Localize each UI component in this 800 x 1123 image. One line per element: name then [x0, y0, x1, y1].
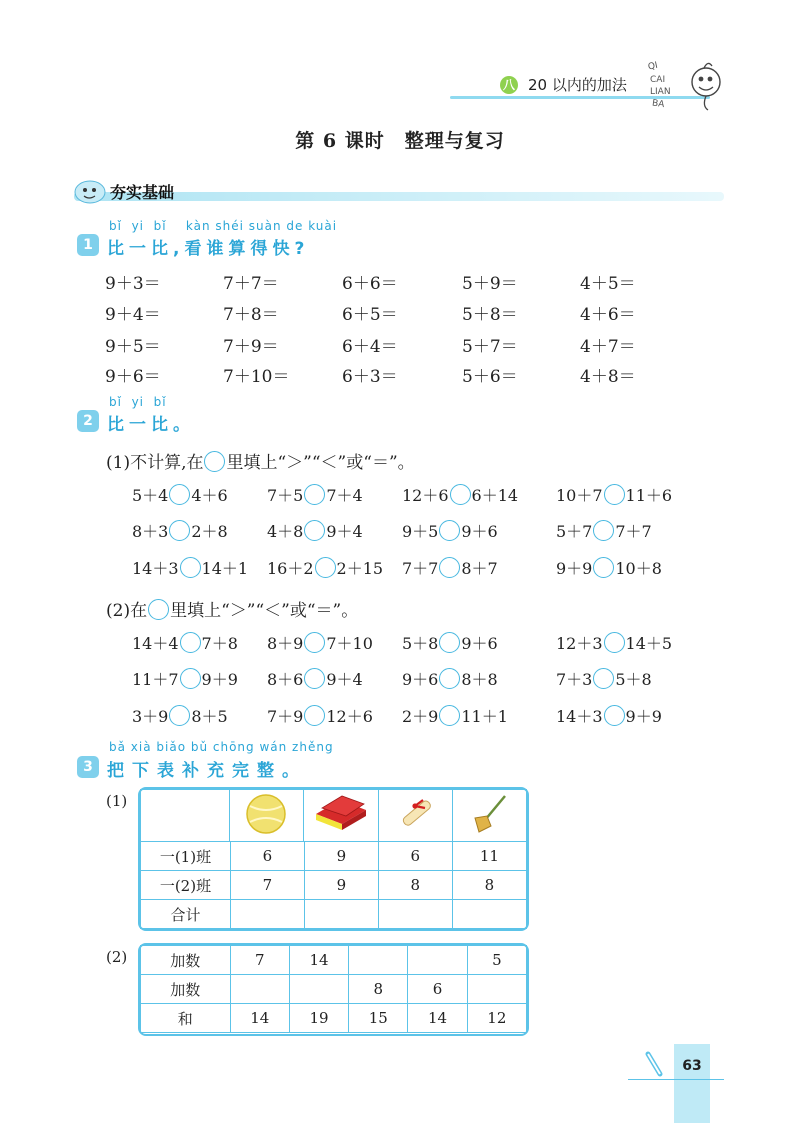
q2-part1-post: 里填上“＞”“＜”或“＝”。 — [226, 453, 415, 473]
q3-pinyin: bǎ xià biǎo bǔ chōng wán zhěng — [109, 740, 334, 754]
right-expression: 7＋7 — [615, 522, 652, 541]
mascot-logo-icon — [646, 56, 726, 112]
q2-pinyin: bǐ yi bǐ — [109, 395, 167, 409]
value-cell: 14 — [289, 946, 348, 975]
row-header-cell: 一(1)班 — [141, 842, 231, 871]
left-expression: 7＋5 — [267, 486, 304, 505]
comparison-item — [132, 483, 228, 506]
q2-number: 2 — [77, 410, 99, 432]
row-header-cell: 一(2)班 — [141, 871, 231, 900]
right-expression: 9＋9 — [201, 670, 238, 689]
table1-corner-cell — [141, 790, 230, 842]
comparison-item — [132, 667, 238, 690]
answer-circle[interactable] — [315, 557, 336, 578]
answer-circle-sample — [204, 451, 225, 472]
right-expression: 10＋8 — [615, 559, 662, 578]
right-expression: 2＋8 — [191, 522, 228, 541]
comparison-item — [556, 519, 652, 542]
value-cell: 8 — [452, 871, 526, 900]
blank-answer-cell[interactable] — [378, 900, 452, 929]
value-cell: 8 — [378, 871, 452, 900]
comparison-item — [132, 556, 248, 579]
comparison-item — [402, 631, 498, 654]
left-expression: 5＋7 — [556, 522, 593, 541]
comparison-item — [267, 483, 363, 506]
left-expression: 7＋9 — [267, 707, 304, 726]
q2-part2-post: 里填上“＞”“＜”或“＝”。 — [170, 601, 359, 621]
unit-badge: 八 — [500, 76, 518, 94]
answer-circle[interactable] — [439, 520, 460, 541]
left-expression: 3＋9 — [132, 707, 169, 726]
left-expression: 8＋3 — [132, 522, 169, 541]
q1-equation: 6＋3＝ — [342, 367, 398, 387]
right-expression: 6＋14 — [471, 486, 519, 505]
svg-text:BA: BA — [651, 98, 665, 111]
value-cell: 7 — [230, 871, 304, 900]
answer-circle[interactable] — [304, 632, 325, 653]
blank-answer-cell[interactable] — [289, 975, 348, 1004]
value-cell: 19 — [289, 1004, 348, 1033]
q1-equation: 7＋8＝ — [223, 305, 279, 325]
value-cell: 14 — [408, 1004, 467, 1033]
svg-text:QI: QI — [647, 60, 659, 73]
value-cell: 15 — [349, 1004, 408, 1033]
comparison-item — [402, 667, 498, 690]
q3-title: 把下表补充完整。 — [107, 761, 307, 781]
row-header-cell: 和 — [141, 1004, 231, 1033]
left-expression: 14＋4 — [132, 634, 179, 653]
blank-answer-cell[interactable] — [408, 946, 467, 975]
left-expression: 8＋9 — [267, 634, 304, 653]
value-cell: 6 — [378, 842, 452, 871]
left-expression: 14＋3 — [556, 707, 603, 726]
value-cell: 5 — [467, 946, 526, 975]
answer-circle[interactable] — [593, 668, 614, 689]
table1-icon-cell — [378, 790, 452, 842]
q1-equation: 9＋4＝ — [105, 305, 161, 325]
q1-equation: 7＋7＝ — [223, 274, 279, 294]
left-expression: 9＋5 — [402, 522, 439, 541]
value-cell: 6 — [408, 975, 467, 1004]
value-cell: 6 — [230, 842, 304, 871]
comparison-item — [132, 704, 228, 727]
value-cell: 11 — [452, 842, 526, 871]
value-cell: 9 — [304, 842, 378, 871]
comparison-item — [556, 667, 652, 690]
right-expression: 14＋5 — [625, 634, 673, 653]
q2-part1-instruction — [106, 448, 415, 473]
table-row — [141, 842, 527, 871]
table2 — [140, 945, 527, 1033]
answer-circle[interactable] — [304, 520, 325, 541]
table1-body — [140, 841, 527, 929]
left-expression: 14＋3 — [132, 559, 179, 578]
answer-circle[interactable] — [169, 484, 190, 505]
comparison-item — [402, 483, 518, 506]
answer-circle[interactable] — [593, 557, 614, 578]
q1-equation: 7＋9＝ — [223, 337, 279, 357]
value-cell: 12 — [467, 1004, 526, 1033]
answer-circle[interactable] — [604, 632, 625, 653]
right-expression: 7＋8 — [201, 634, 238, 653]
comparison-item — [402, 556, 498, 579]
right-expression: 9＋4 — [326, 670, 363, 689]
q1-equation: 6＋4＝ — [342, 337, 398, 357]
page-tab — [674, 1044, 710, 1123]
table-row — [141, 1004, 527, 1033]
table1-icon-row — [141, 790, 527, 842]
left-expression: 7＋7 — [402, 559, 439, 578]
answer-circle[interactable] — [180, 668, 201, 689]
q2-part2-pre: (2)在 — [106, 601, 148, 621]
right-expression: 14＋1 — [201, 559, 249, 578]
right-expression: 8＋8 — [461, 670, 498, 689]
left-expression: 8＋6 — [267, 670, 304, 689]
table-row — [141, 871, 527, 900]
blank-answer-cell[interactable] — [452, 900, 526, 929]
broom-icon — [467, 792, 511, 836]
table1 — [140, 789, 527, 842]
q1-equation: 6＋5＝ — [342, 305, 398, 325]
comparison-item — [132, 519, 228, 542]
right-expression: 4＋6 — [191, 486, 228, 505]
table2-label: (2) — [106, 948, 128, 966]
comparison-item — [402, 519, 498, 542]
blank-answer-cell[interactable] — [349, 946, 408, 975]
books-icon — [312, 794, 370, 834]
right-expression: 9＋4 — [326, 522, 363, 541]
answer-circle[interactable] — [304, 705, 325, 726]
right-expression: 11＋6 — [625, 486, 673, 505]
blank-answer-cell[interactable] — [467, 975, 526, 1004]
value-cell: 9 — [304, 871, 378, 900]
comparison-item — [267, 519, 363, 542]
svg-text:LIAN: LIAN — [650, 87, 671, 97]
left-expression: 16＋2 — [267, 559, 314, 578]
comparison-item — [267, 667, 363, 690]
q1-equation: 9＋3＝ — [105, 274, 161, 294]
left-expression: 9＋9 — [556, 559, 593, 578]
table1-icon-cell — [229, 790, 303, 842]
q2-part1-pre: (1)不计算,在 — [106, 453, 204, 473]
answer-circle[interactable] — [439, 557, 460, 578]
comparison-item — [556, 483, 672, 506]
q1-equation: 4＋5＝ — [580, 274, 636, 294]
row-header-cell: 加数 — [141, 975, 231, 1004]
page-number: 63 — [682, 1058, 702, 1074]
tennis-ball-icon — [244, 792, 288, 836]
left-expression: 7＋3 — [556, 670, 593, 689]
right-expression: 9＋9 — [625, 707, 662, 726]
q1-pinyin: bǐ yi bǐ kàn shéi suàn de kuài — [109, 219, 338, 233]
answer-circle[interactable] — [439, 632, 460, 653]
q1-equation: 5＋7＝ — [462, 337, 518, 357]
section-title: 夯实基础 — [110, 183, 175, 202]
answer-circle[interactable] — [304, 484, 325, 505]
table1-label: (1) — [106, 792, 128, 810]
q3-number: 3 — [77, 756, 99, 778]
lesson-title: 第 6 课时 整理与复习 — [295, 130, 505, 152]
table-row — [141, 975, 527, 1004]
row-header-cell: 加数 — [141, 946, 231, 975]
value-cell: 8 — [349, 975, 408, 1004]
answer-circle[interactable] — [180, 632, 201, 653]
table-row — [141, 900, 527, 929]
left-expression: 5＋4 — [132, 486, 169, 505]
table1-icon-cell — [452, 790, 526, 842]
q1-equation: 5＋6＝ — [462, 367, 518, 387]
comparison-item — [132, 631, 238, 654]
left-expression: 12＋6 — [402, 486, 449, 505]
answer-circle[interactable] — [180, 557, 201, 578]
right-expression: 2＋15 — [336, 559, 384, 578]
answer-circle[interactable] — [604, 705, 625, 726]
svg-text:CAI: CAI — [650, 75, 666, 85]
answer-circle[interactable] — [439, 668, 460, 689]
answer-circle-sample — [148, 599, 169, 620]
q1-title: 比一比,看谁算得快? — [107, 239, 310, 259]
answer-circle[interactable] — [450, 484, 471, 505]
blank-answer-cell[interactable] — [304, 900, 378, 929]
comparison-item — [267, 704, 373, 727]
answer-circle[interactable] — [169, 705, 190, 726]
right-expression: 8＋5 — [191, 707, 228, 726]
answer-circle[interactable] — [439, 705, 460, 726]
left-expression: 10＋7 — [556, 486, 603, 505]
value-cell: 14 — [230, 1004, 289, 1033]
unit-title: 20 以内的加法 — [528, 76, 627, 94]
blank-answer-cell[interactable] — [230, 900, 304, 929]
left-expression: 2＋9 — [402, 707, 439, 726]
right-expression: 12＋6 — [326, 707, 373, 726]
left-expression: 5＋8 — [402, 634, 439, 653]
answer-circle[interactable] — [604, 484, 625, 505]
right-expression: 9＋6 — [461, 522, 498, 541]
section-mascot-icon — [74, 178, 110, 204]
answer-circle[interactable] — [304, 668, 325, 689]
row-header-cell: 合计 — [141, 900, 231, 929]
value-cell: 7 — [230, 946, 289, 975]
right-expression: 11＋1 — [461, 707, 508, 726]
blank-answer-cell[interactable] — [230, 975, 289, 1004]
left-expression: 9＋6 — [402, 670, 439, 689]
left-expression: 12＋3 — [556, 634, 603, 653]
left-expression: 4＋8 — [267, 522, 304, 541]
right-expression: 7＋4 — [326, 486, 363, 505]
q2-part2-instruction — [106, 596, 358, 621]
table-row — [141, 946, 527, 975]
q1-equation: 5＋9＝ — [462, 274, 518, 294]
right-expression: 9＋6 — [461, 634, 498, 653]
q2-title: 比一比。 — [107, 415, 195, 435]
comparison-item — [556, 631, 672, 654]
q1-equation: 9＋6＝ — [105, 367, 161, 387]
q1-equation: 7＋10＝ — [223, 367, 290, 387]
answer-circle[interactable] — [593, 520, 614, 541]
section-header — [74, 178, 724, 204]
q1-equation: 4＋6＝ — [580, 305, 636, 325]
comparison-item — [556, 556, 662, 579]
left-expression: 11＋7 — [132, 670, 179, 689]
q1-equation: 9＋5＝ — [105, 337, 161, 357]
right-expression: 5＋8 — [615, 670, 652, 689]
table1-icon-cell — [303, 790, 378, 842]
scroll-icon — [393, 792, 437, 836]
q1-equation: 6＋6＝ — [342, 274, 398, 294]
right-expression: 7＋10 — [326, 634, 373, 653]
comparison-item — [267, 631, 373, 654]
comparison-item — [267, 556, 383, 579]
pencil-icon — [642, 1050, 666, 1080]
q1-number: 1 — [77, 234, 99, 256]
q1-equation: 4＋7＝ — [580, 337, 636, 357]
right-expression: 8＋7 — [461, 559, 498, 578]
comparison-item — [556, 704, 662, 727]
q1-equation: 5＋8＝ — [462, 305, 518, 325]
answer-circle[interactable] — [169, 520, 190, 541]
q1-equation: 4＋8＝ — [580, 367, 636, 387]
comparison-item — [402, 704, 508, 727]
